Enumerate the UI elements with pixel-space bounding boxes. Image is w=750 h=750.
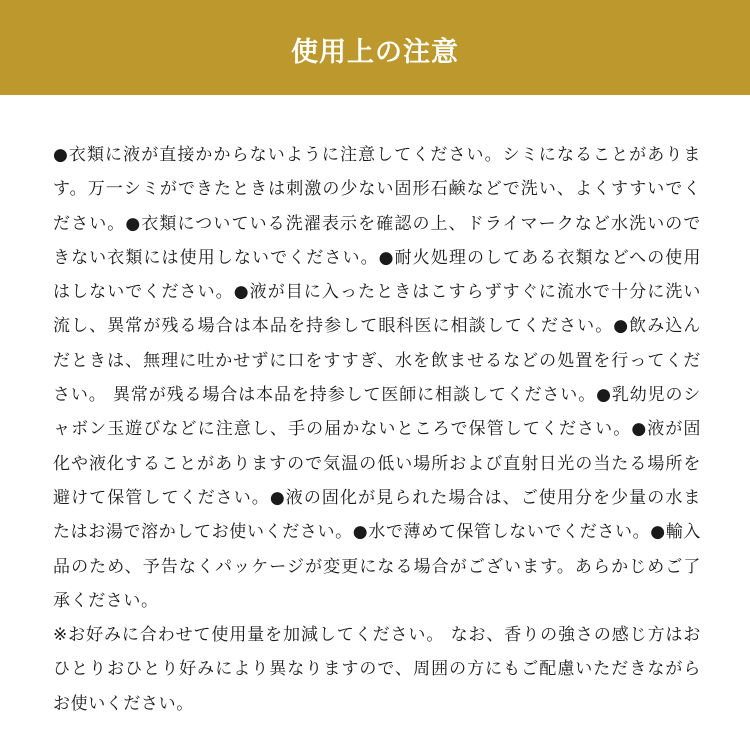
page-title: 使用上の注意: [291, 37, 459, 68]
precautions-paragraph: ●衣類に液が直接かからないように注意してください。シミになることがあります。万一シミができたときは刺激の少ない固形石鹸などで洗い、よくすすいでください。●衣類についている洗濯表示を確認の上、ドライマークなど水洗いのできない衣類には使用しないでください。●耐火処理のしてある衣類などへの使用はしないでください。●液が目に入ったときはこすらずすぐに流水で十分に洗い流し、異常が残る場合は本品を持参して眼科医に相談してください。●飲み込んだときは、無理に吐かせずに口をすすぎ、水を飲ませるなどの処置を行ってください。 異常が残る場合は本品を持参して医師に相談してください。●乳幼児のシャボン玉遊びなどに注意し、手の届かないところで保管してください。●液が固化や液化することがありますので気温の低い場所および直射日光の当たる場所を避けて保管してください。●液の固化が見られた場合は、ご使用分を少量の水またはお湯で溶かしてお使いください。●水で薄めて保管しないでください。●輸入品のため、予告なくパッケージが変更になる場合がございます。あらかじめご了承ください。: [53, 145, 701, 611]
usage-note: ※お好みに合わせて使用量を加減してください。 なお、香りの強さの感じ方はおひとりおひとり好みにより異なりますので、周囲の方にもご配慮いただきながらお使いください。: [53, 625, 701, 714]
precautions-body: [53, 138, 701, 721]
header-banner: [0, 0, 750, 95]
